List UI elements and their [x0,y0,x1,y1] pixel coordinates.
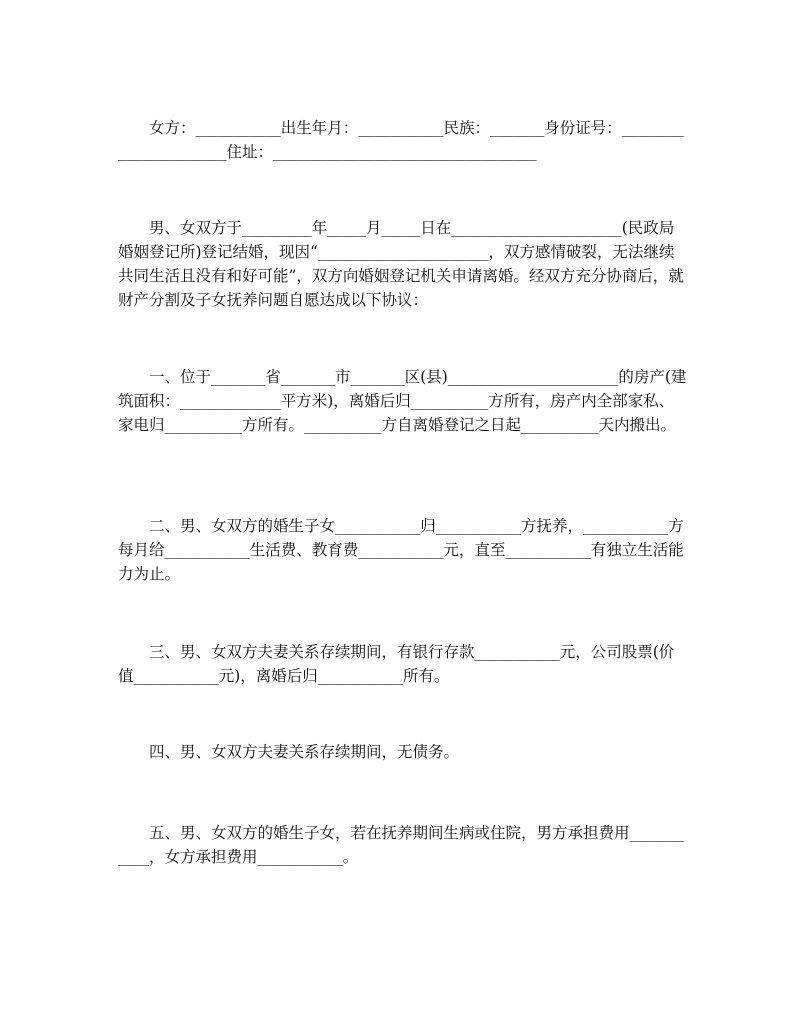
wife-info-paragraph: 女方：___________出生年月：___________民族：_______身份证号：______________________住址：__________________________________ [118,119,684,161]
clause-debts: 四、男、女双方夫妻关系存续期间，无债务。 [149,743,460,761]
clause-medical-costs: 五、男、女双方的婚生子女，若在抚养期间生病或住院，男方承担费用___________，女方承担费用___________。 [118,824,684,866]
clause-savings-stocks: 三、男、女双方夫妻关系存续期间，有银行存款___________元，公司股票(价值___________元)，离婚后归___________所有。 [118,643,675,685]
clause-child-custody: 二、男、女双方的婚生子女___________归___________方抚养，___________方每月给___________生活费、教育费___________元，直至___________有独立生活能力为止。 [118,517,684,583]
clause-property-house: 一、位于_______省_______市_______区(县)______________________的房产(建筑面积：_____________平方米)，离婚后归__________方所有，房产内全部家私、家电归__________方所有。__________方自离婚登记之日起__________天内搬出。 [118,368,687,434]
intro-paragraph: 男、女双方于_________年_____月_____日在______________________(民政局婚姻登记所)登记结婚，现因“______________________，双方感情破裂，无法继续共同生活且没有和好可能”，双方向婚姻登记机关申请离婚。经双方充分协商后，就财产分割及子女抚养问题自愿达成以下协议： [118,219,684,309]
